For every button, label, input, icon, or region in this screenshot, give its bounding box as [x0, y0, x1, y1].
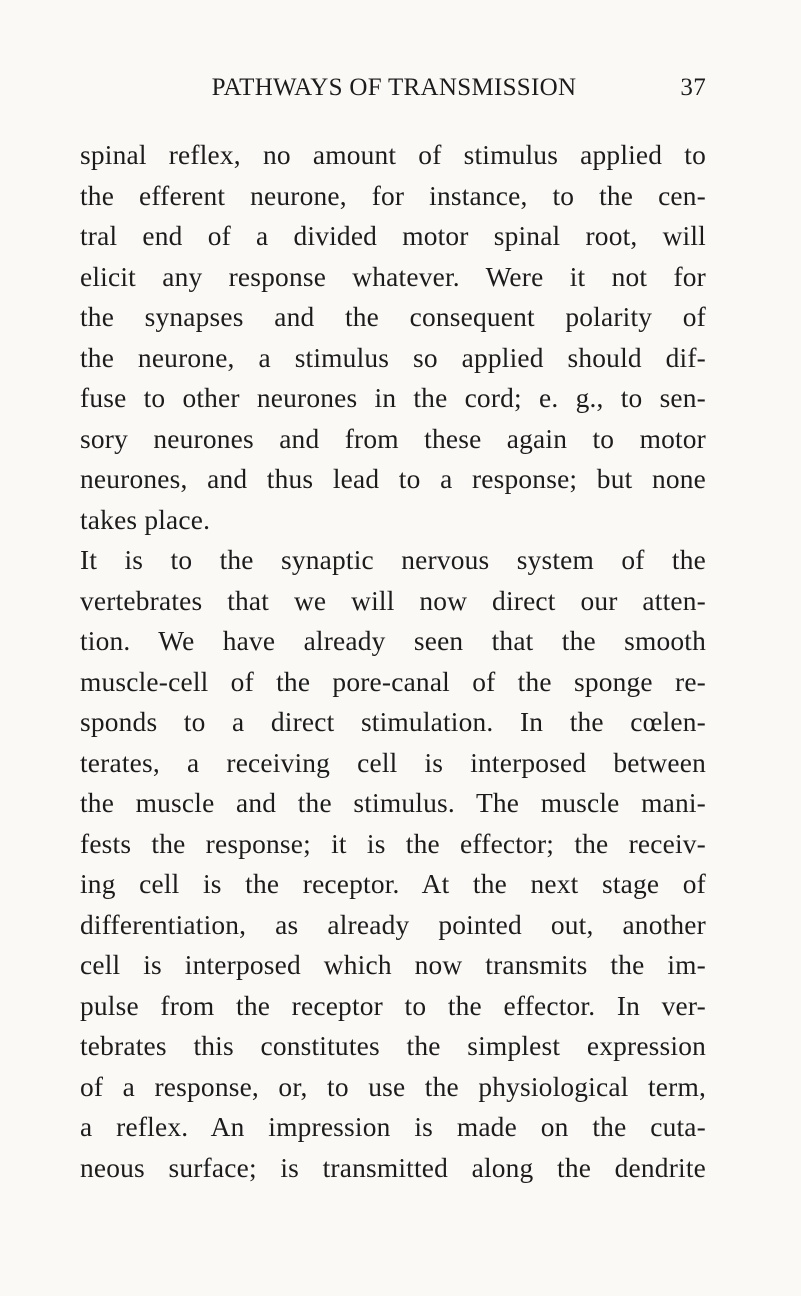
text-line: vertebrates that we will now direct our atten-: [80, 585, 706, 616]
text-line: muscle-cell of the pore-canal of the sponge re-: [80, 666, 706, 697]
text-line: ing cell is the receptor. At the next stage of: [80, 869, 706, 899]
text-line: neurones, and thus lead to a response; but none: [80, 464, 706, 494]
text-line: of a response, or, to use the physiological term,: [80, 1071, 706, 1102]
text-line: sponds to a direct stimulation. In the cœlen-: [80, 707, 706, 737]
text-line: spinal reflex, no amount of stimulus applied to: [80, 140, 706, 170]
body-text: [80, 135, 706, 1188]
text-line: terates, a receiving cell is interposed between: [80, 747, 706, 778]
text-line: neous surface; is transmitted along the dendrite: [80, 1152, 706, 1183]
text-line: the synapses and the consequent polarity of: [80, 302, 706, 332]
page-number: 37: [680, 74, 706, 101]
running-title: PATHWAYS OF TRANSMISSION: [211, 74, 577, 101]
text-line: the neurone, a stimulus so applied should dif-: [80, 342, 706, 373]
text-line: fuse to other neurones in the cord; e. g., to sen-: [80, 383, 706, 413]
text-line: sory neurones and from these again to motor: [80, 423, 706, 454]
text-line: It is to the synaptic nervous system of the: [80, 545, 706, 575]
text-line: pulse from the receptor to the effector. In ver-: [80, 990, 706, 1021]
text-line: the muscle and the stimulus. The muscle mani-: [80, 788, 706, 818]
text-line: cell is interposed which now transmits the im-: [80, 950, 706, 980]
running-head: [80, 74, 706, 114]
text-line: elicit any response whatever. Were it not for: [80, 261, 706, 292]
text-line: tebrates this constitutes the simplest expression: [80, 1031, 706, 1061]
text-line: tion. We have already seen that the smooth: [80, 626, 706, 656]
text-line: a reflex. An impression is made on the cuta-: [80, 1112, 706, 1142]
text-line: tral end of a divided motor spinal root, will: [80, 221, 706, 251]
text-line: takes place.: [80, 504, 211, 535]
text-line: differentiation, as already pointed out, another: [80, 909, 706, 940]
book-page: [80, 74, 706, 1188]
text-line: fests the response; it is the effector; the receiv-: [80, 828, 706, 859]
text-line: the efferent neurone, for instance, to the cen-: [80, 180, 706, 211]
